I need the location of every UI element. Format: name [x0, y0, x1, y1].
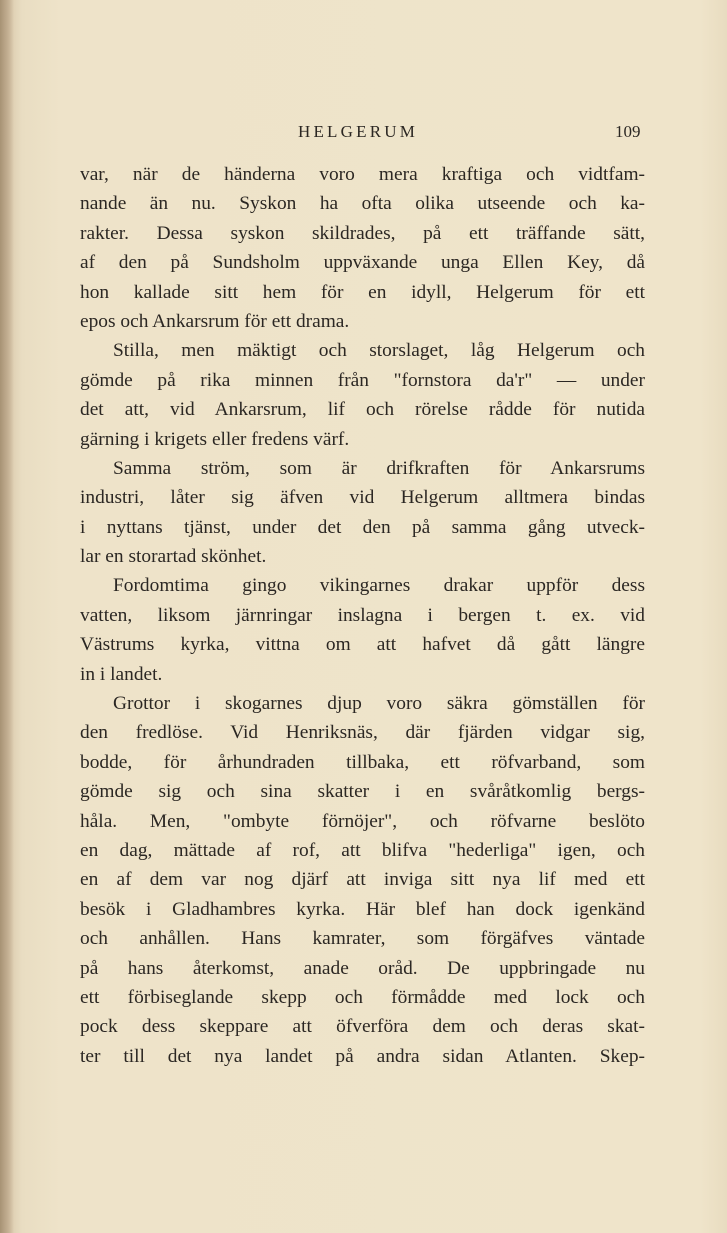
text-line: bodde, för århundraden tillbaka, ett röfvarband, som [80, 751, 645, 773]
running-header [0, 122, 727, 146]
body-text [80, 160, 645, 1071]
text-line: pock dess skeppare att öfverföra dem och deras skat- [80, 1016, 645, 1038]
text-line: af den på Sundsholm uppväxande unga Ellen Key, då [80, 252, 645, 274]
page-number: 109 [615, 122, 641, 141]
text-line: var, när de händerna voro mera kraftiga och vidtfam- [80, 164, 645, 185]
text-line: gömde på rika minnen från "fornstora da'r" — under [80, 369, 645, 391]
text-line: en dag, mättade af rof, att blifva "hederliga" igen, och [80, 839, 645, 861]
text-line: gärning i krigets eller fredens värf. [80, 428, 350, 450]
header-title: HELGERUM [298, 122, 419, 141]
text-line: besök i Gladhambres kyrka. Här blef han dock igenkänd [80, 898, 645, 920]
text-line: på hans återkomst, anade oråd. De uppbringade nu [80, 957, 645, 979]
text-line: en af dem var nog djärf att inviga sitt nya lif med ett [80, 869, 645, 891]
text-line: Fordomtima gingo vikingarnes drakar uppför dess [113, 575, 645, 597]
text-line: ter till det nya landet på andra sidan Atlanten. Skep- [80, 1045, 645, 1067]
text-line: Västrums kyrka, vittna om att hafvet då gått längre [80, 634, 645, 656]
text-line: rakter. Dessa syskon skildrades, på ett träffande sätt, [80, 222, 645, 244]
text-line: epos och Ankarsrum för ett drama. [80, 310, 350, 332]
text-line: vatten, liksom järnringar inslagna i bergen t. ex. vid [80, 604, 645, 626]
text-line: in i landet. [80, 663, 163, 685]
text-line: Stilla, men mäktigt och storslaget, låg Helgerum och [113, 340, 645, 362]
text-line: industri, låter sig äfven vid Helgerum alltmera bindas [80, 487, 645, 509]
text-line: lar en storartad skönhet. [80, 546, 267, 568]
text-line: och anhållen. Hans kamrater, som förgäfves väntade [80, 928, 645, 950]
text-line: nande än nu. Syskon ha ofta olika utseende och ka- [80, 193, 645, 215]
text-line: Grottor i skogarnes djup voro säkra gömställen för [113, 693, 645, 715]
text-line: ett förbiseglande skepp och förmådde med lock och [80, 986, 645, 1008]
text-line: håla. Men, "ombyte förnöjer", och röfvarne beslöto [80, 810, 645, 832]
text-line: gömde sig och sina skatter i en svåråtkomlig bergs- [80, 781, 645, 803]
text-line: hon kallade sitt hem för en idyll, Helgerum för ett [80, 281, 645, 303]
page-gutter [0, 0, 14, 1233]
text-line: Samma ström, som är drifkraften för Ankarsrums [113, 457, 645, 479]
text-line: i nyttans tjänst, under det den på samma gång utveck- [80, 516, 645, 538]
text-line: den fredlöse. Vid Henriksnäs, där fjärden vidgar sig, [80, 722, 645, 744]
text-line: det att, vid Ankarsrum, lif och rörelse rådde för nutida [80, 399, 645, 421]
